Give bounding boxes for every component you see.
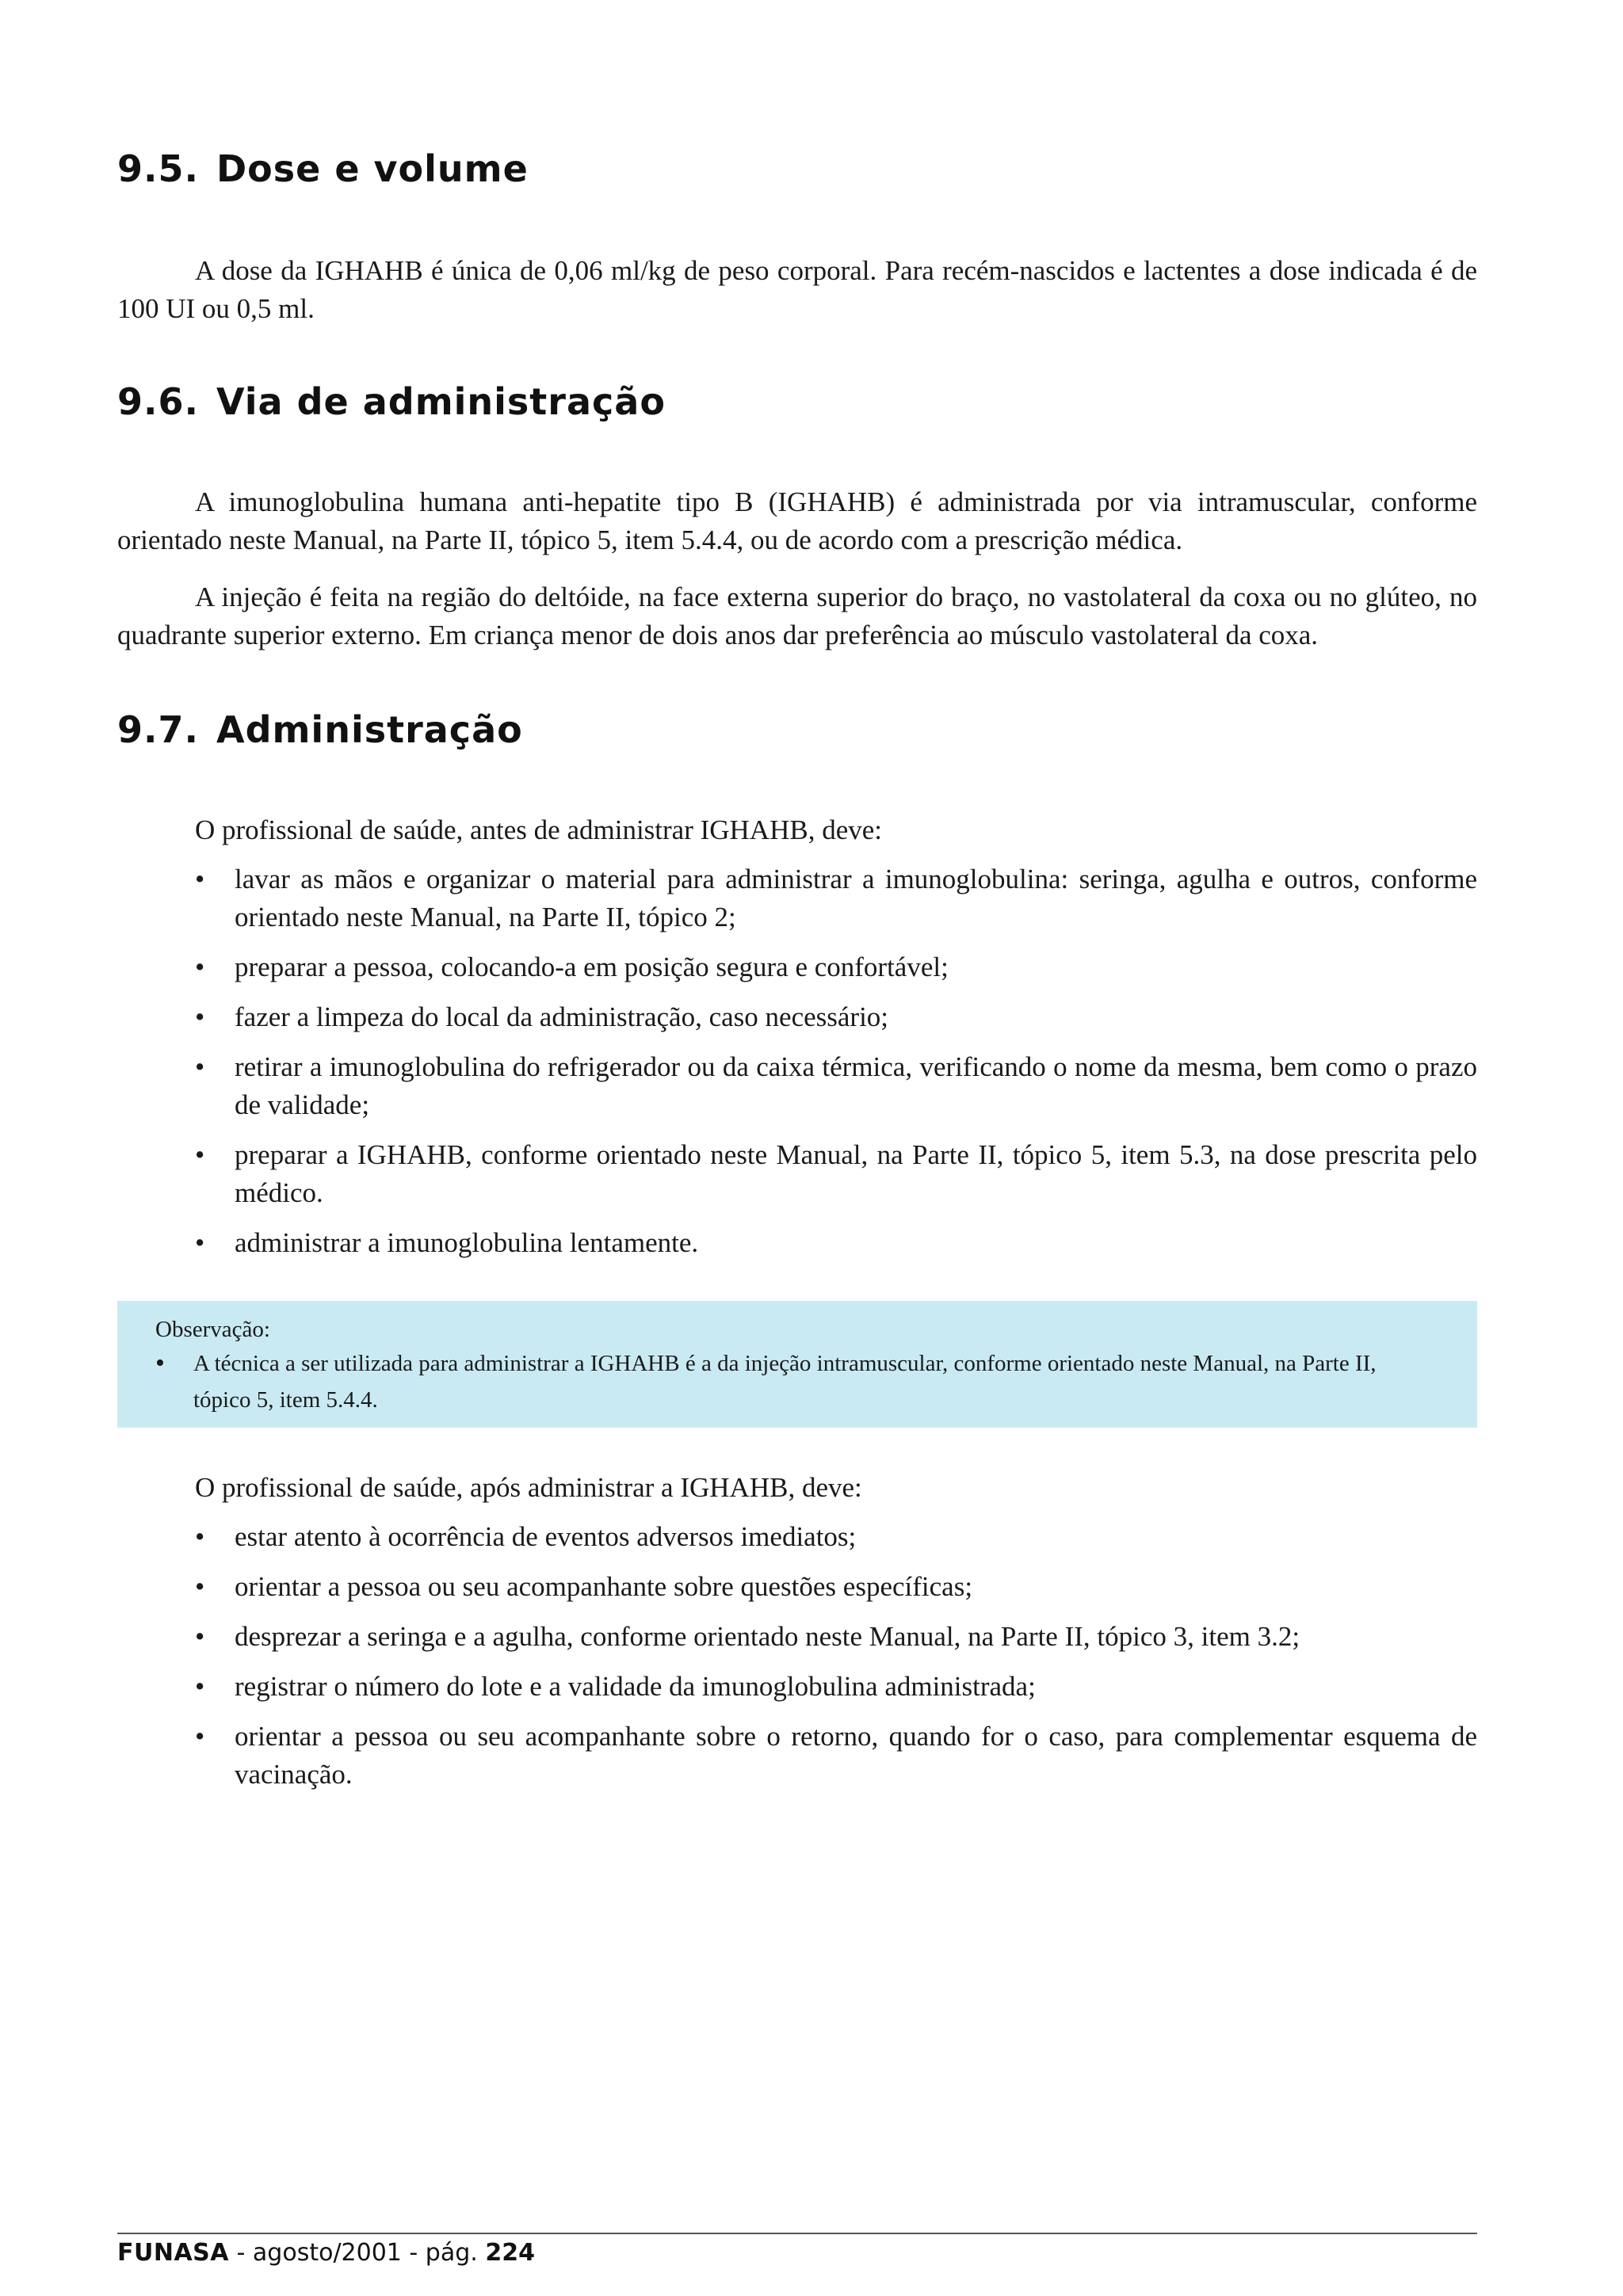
list-item: • retirar a imunoglobulina do refrigerador ou da caixa térmica, verificando o nome da mesma, bem como o prazo de validade; <box>195 1048 1477 1124</box>
before-list <box>195 860 1477 1274</box>
list-item: • preparar a IGHAHB, conforme orientado neste Manual, na Parte II, tópico 5, item 5.3, na dose prescrita pelo médico. <box>195 1136 1477 1212</box>
bullet-icon: • <box>195 1621 205 1652</box>
bullet-icon: • <box>195 1001 205 1032</box>
list-item: • administrar a imunoglobulina lentamente. <box>195 1224 1477 1262</box>
observation-box <box>117 1301 1477 1428</box>
list-item: • desprezar a seringa e a agulha, conforme orientado neste Manual, na Parte II, tópico 3, item 3.2; <box>195 1618 1477 1656</box>
bullet-icon: • <box>195 864 205 894</box>
list-item: • lavar as mãos e organizar o material para administrar a imunoglobulina: seringa, agulha e outros, conforme orientado neste Manual, na Parte II, tópico 2; <box>195 860 1477 936</box>
footer-org: FUNASA <box>117 2239 230 2267</box>
bullet-icon: • <box>195 1721 205 1752</box>
after-list <box>195 1518 1477 1806</box>
section-number: 9.7. <box>117 708 199 751</box>
section-heading-9-7 <box>117 708 523 751</box>
list-item: • orientar a pessoa ou seu acompanhante sobre o retorno, quando for o caso, para complementar esquema de vacinação. <box>195 1718 1477 1794</box>
paragraph-via-2: A injeção é feita na região do deltóide, na face externa superior do braço, no vastolateral da coxa ou no glúteo, no quadrante superior externo. Em criança menor de dois anos dar preferência ao músculo vastolateral da coxa. <box>117 582 1477 650</box>
paragraph-dose: A dose da IGHAHB é única de 0,06 ml/kg de peso corporal. Para recém-nascidos e lactentes a dose indicada é de 100 UI ou 0,5 ml. <box>117 255 1477 324</box>
observation-title: Observação: <box>155 1317 270 1342</box>
footer-divider <box>117 2233 1477 2234</box>
bullet-icon: • <box>195 1139 205 1170</box>
bullet-icon: • <box>195 1521 205 1552</box>
section-heading-9-6 <box>117 380 666 423</box>
section-number: 9.5. <box>117 147 199 190</box>
bullet-icon: • <box>195 1227 205 1258</box>
list-item: • registrar o número do lote e a validade da imunoglobulina administrada; <box>195 1668 1477 1706</box>
list-item: • fazer a limpeza do local da administração, caso necessário; <box>195 998 1477 1036</box>
paragraph-via-1: A imunoglobulina humana anti-hepatite tipo B (IGHAHB) é administrada por via intramuscular, conforme orientado neste Manual, na Parte II, tópico 5, item 5.4.4, ou de acordo com a prescrição médica. <box>117 486 1477 555</box>
bullet-icon: • <box>195 952 205 982</box>
list-item: • orientar a pessoa ou seu acompanhante sobre questões específicas; <box>195 1568 1477 1606</box>
list-item: • preparar a pessoa, colocando-a em posição segura e confortável; <box>195 948 1477 986</box>
after-intro: O profissional de saúde, após administrar a IGHAHB, deve: <box>195 1472 862 1503</box>
footer-date: - agosto/2001 - pág. <box>229 2239 486 2267</box>
section-title: Administração <box>216 708 523 751</box>
page-footer <box>117 2239 535 2267</box>
section-title: Dose e volume <box>216 147 529 190</box>
observation-item: • A técnica a ser utilizada para administrar a IGHAHB é a da injeção intramuscular, conforme orientado neste Manual, na Parte II, tópico 5, item 5.4.4. <box>155 1345 1439 1418</box>
section-heading-9-5 <box>117 147 529 190</box>
section-title: Via de administração <box>216 380 666 423</box>
bullet-icon: • <box>195 1571 205 1602</box>
bullet-icon: • <box>195 1051 205 1082</box>
bullet-icon: • <box>195 1671 205 1702</box>
bullet-icon: • <box>155 1348 165 1378</box>
page-number: 224 <box>485 2239 535 2267</box>
list-item: • estar atento à ocorrência de eventos adversos imediatos; <box>195 1518 1477 1556</box>
before-intro: O profissional de saúde, antes de administrar IGHAHB, deve: <box>195 814 883 845</box>
section-number: 9.6. <box>117 380 199 423</box>
